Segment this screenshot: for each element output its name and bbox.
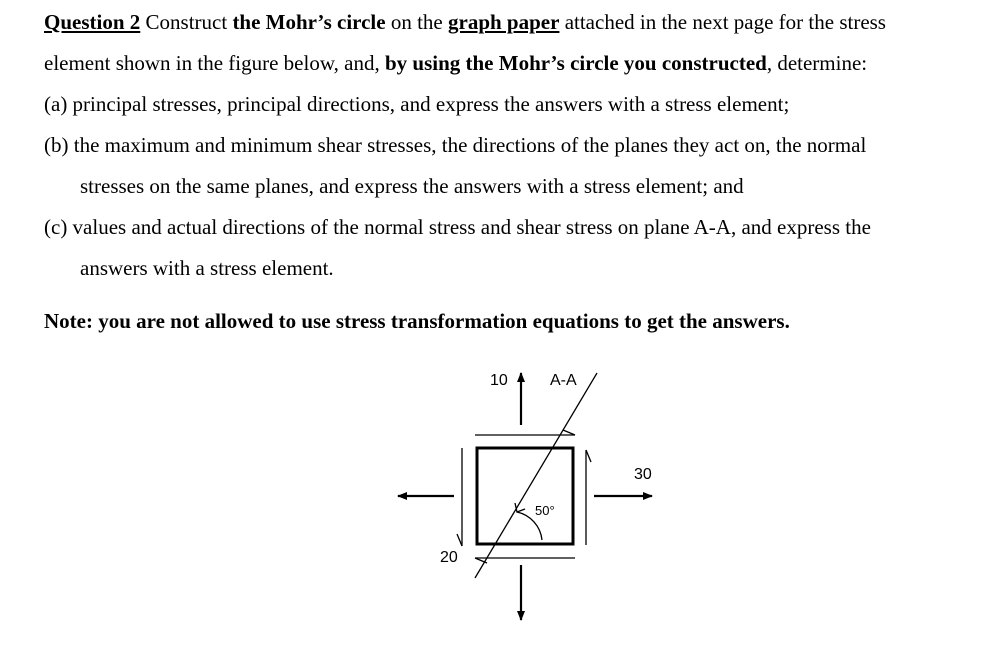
part-c-line-1: (c) values and actual directions of the normal stress and shear stress on plane A-A, and express the — [44, 215, 871, 239]
plane-label: A-A — [550, 372, 577, 389]
question-heading: Question 2 — [44, 10, 141, 34]
note — [44, 308, 790, 334]
left-shear-head — [457, 534, 462, 546]
left-stress-label: 20 — [440, 549, 458, 566]
text-span: Construct — [140, 10, 233, 34]
part-a: (a) principal stresses, principal directions, and express the answers with a stress element; — [44, 92, 790, 116]
stress-element-square — [477, 448, 573, 544]
stress-element-figure — [380, 355, 680, 655]
right-stress-label: 30 — [634, 466, 652, 483]
part-b-line-2: stresses on the same planes, and express the answers with a stress element; and — [80, 174, 744, 198]
graph-paper-term: graph paper — [448, 10, 560, 34]
plane-a-a-line — [475, 373, 597, 578]
part-b-line-1: (b) the maximum and minimum shear stresses, the directions of the planes they act on, the normal — [44, 133, 867, 157]
question-line-2 — [44, 50, 867, 76]
bold-span: by using the Mohr’s circle you constructed — [384, 51, 767, 75]
part-c-line-2: answers with a stress element. — [80, 256, 334, 280]
top-shear-head — [563, 430, 575, 435]
question-line-1 — [44, 9, 886, 35]
angle-arc-head — [515, 503, 525, 512]
top-stress-label: 10 — [490, 372, 508, 389]
bold-span: the Mohr’s circle — [232, 10, 386, 34]
text-span: element shown in the figure below, and, — [44, 51, 385, 75]
right-shear-head — [586, 450, 591, 462]
text-span: , determine: — [766, 51, 868, 75]
text-span: on the — [385, 10, 448, 34]
angle-label: 50° — [535, 503, 555, 518]
text-span: attached in the next page for the stress — [559, 10, 886, 34]
note-text: Note: you are not allowed to use stress transformation equations to get the answers. — [44, 309, 790, 333]
